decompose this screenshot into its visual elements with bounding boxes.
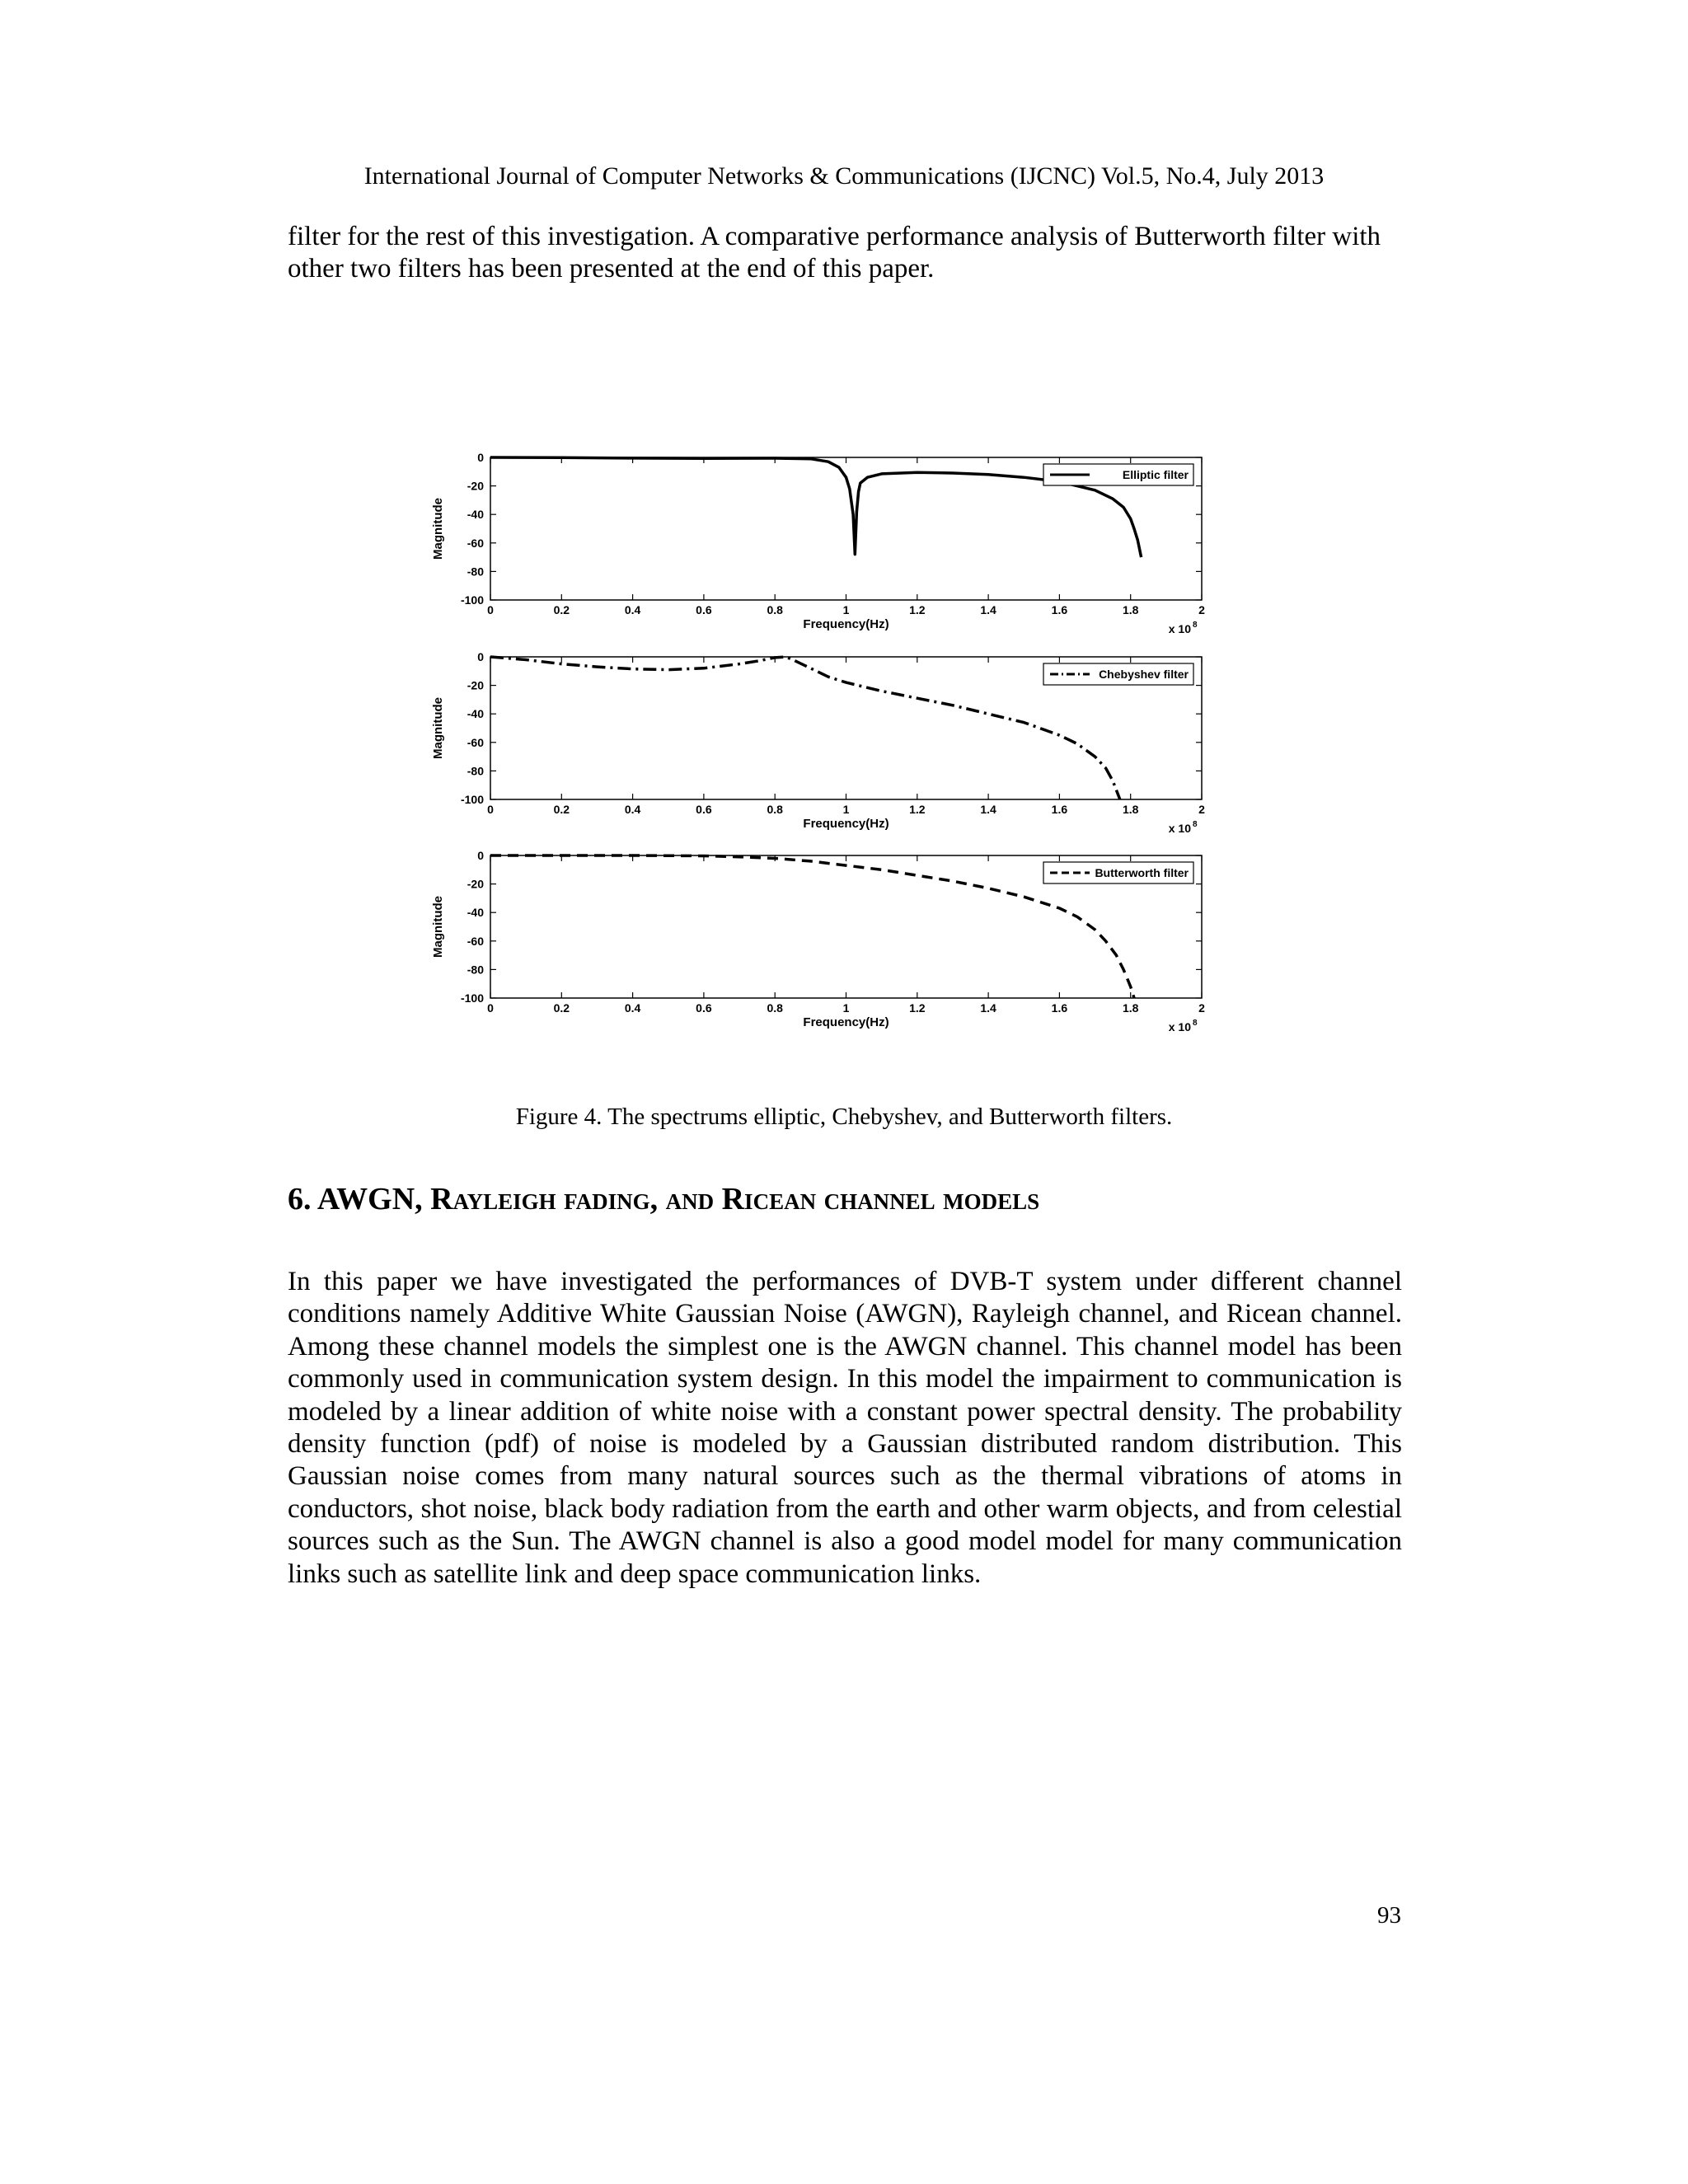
intro-paragraph: filter for the rest of this investigation. A comparative performance analysis of Butterworth filter with other two filters has been presented at the end of this paper.: [288, 222, 1381, 284]
chart-1-y-tick-label: -80: [467, 565, 484, 579]
chart-3-x-tick-label: 2: [1198, 1001, 1205, 1015]
chart-2-x-tick-label: 0: [487, 803, 494, 816]
chart-2-x-exponent: 8: [1193, 820, 1198, 829]
chart-2-y-tick-label: -60: [467, 735, 484, 749]
chart-1-x-tick-label: 0: [487, 603, 494, 616]
chart-1-x-tick-label: 0.2: [553, 603, 570, 616]
chart-1-x-tick-label: 1.2: [909, 603, 926, 616]
chart-2-x-tick-label: 1.6: [1051, 803, 1068, 816]
chart-3-y-tick-label: -60: [467, 934, 484, 948]
chart-3-x-tick-label: 1.4: [980, 1001, 996, 1015]
chart-1-x-exponent-label: x 10: [1168, 622, 1191, 635]
chart-3-y-tick-label: -100: [460, 991, 484, 1005]
chart-3-x-tick-label: 0.2: [553, 1001, 570, 1015]
section-number: 6.: [288, 1182, 312, 1216]
section-title-part-2: Rayleigh fading, and Ricean channel models: [430, 1182, 1040, 1216]
chart-1-y-tick-label: -40: [467, 508, 484, 522]
chart-1-x-tick-label: 2: [1198, 603, 1205, 616]
chart-3-x-exponent-label: x 10: [1168, 1020, 1191, 1033]
chart-1-x-tick-label: 0.8: [767, 603, 783, 616]
chart-3-x-tick-label: 1: [842, 1001, 850, 1015]
chart-2-y-tick-label: -40: [467, 707, 484, 721]
chart-2-x-axis-label: Frequency(Hz): [803, 817, 889, 831]
chart-3-x-tick-label: 0: [487, 1001, 494, 1015]
chart-3-y-tick-label: -80: [467, 963, 484, 977]
chart-2-x-tick-label: 1.2: [909, 803, 926, 816]
figure-caption: Figure 4. The spectrums elliptic, Chebyshev, and Butterworth filters.: [515, 1104, 1173, 1130]
chart-1-x-tick-label: 0.4: [624, 603, 641, 616]
chart-2-x-exponent-label: x 10: [1168, 822, 1191, 835]
chart-3-x-tick-label: 1.8: [1122, 1001, 1139, 1015]
chart-1-y-tick-label: -60: [467, 536, 484, 550]
chart-3-y-tick-label: 0: [477, 849, 484, 862]
figure-4: [412, 445, 1236, 1055]
chart-2-x-tick-label: 0.2: [553, 803, 570, 816]
chart-1-y-axis-label: Magnitude: [431, 498, 445, 560]
chart-2-x-tick-label: 1: [842, 803, 850, 816]
chart-2-series-line: [490, 657, 1120, 799]
chart-3-x-tick-label: 1.6: [1051, 1001, 1068, 1015]
chart-2-y-axis-label: Magnitude: [431, 697, 445, 759]
chart-2-x-tick-label: 1.4: [980, 803, 996, 816]
chart-2-x-tick-label: 2: [1198, 803, 1205, 816]
chart-1-y-tick-label: 0: [477, 451, 484, 464]
chart-2-y-tick-label: -20: [467, 678, 484, 692]
chart-1-x-tick-label: 1.6: [1051, 603, 1068, 616]
chart-3-series-line: [490, 855, 1134, 998]
chart-2-x-tick-label: 0.8: [767, 803, 783, 816]
chart-3-y-axis-label: Magnitude: [431, 896, 445, 958]
page-number: 93: [1377, 1902, 1401, 1929]
chart-2-y-tick-label: 0: [477, 650, 484, 663]
chart-2-y-tick-label: -80: [467, 764, 484, 778]
chart-2-x-tick-label: 0.6: [696, 803, 712, 816]
chart-3-legend-label: Butterworth filter: [1095, 866, 1189, 879]
chart-3-x-axis-label: Frequency(Hz): [803, 1015, 889, 1029]
chart-3-x-tick-label: 0.8: [767, 1001, 783, 1015]
chart-1-x-tick-label: 0.6: [696, 603, 712, 616]
filter-spectrum-plots: [412, 445, 1236, 1055]
section-heading: [288, 1180, 1402, 1218]
chart-3-y-tick-label: -40: [467, 906, 484, 920]
chart-1-x-tick-label: 1.4: [980, 603, 996, 616]
chart-3-x-tick-label: 0.4: [624, 1001, 641, 1015]
chart-2-legend-label: Chebyshev filter: [1099, 668, 1189, 681]
chart-1-x-tick-label: 1: [842, 603, 850, 616]
chart-3-x-tick-label: 0.6: [696, 1001, 712, 1015]
chart-3-x-tick-label: 1.2: [909, 1001, 926, 1015]
chart-1-x-tick-label: 1.8: [1122, 603, 1139, 616]
journal-header: International Journal of Computer Networks & Communications (IJCNC) Vol.5, No.4, July 2013: [363, 162, 1325, 190]
chart-2-x-tick-label: 0.4: [624, 803, 641, 816]
section-title-part-1: AWGN,: [311, 1182, 431, 1216]
chart-1-y-tick-label: -100: [460, 593, 484, 607]
chart-1-x-axis-label: Frequency(Hz): [803, 617, 889, 631]
chart-3-x-exponent: 8: [1193, 1019, 1198, 1028]
chart-1-x-exponent: 8: [1193, 621, 1198, 630]
body-paragraph: In this paper we have investigated the performances of DVB-T system under different channel conditions namely Additive White Gaussian Noise (AWGN), Rayleigh channel, and Ricean channel. Among these channel models the simplest one is the AWGN channel. This channel model has been commonly used in communication system design. In this model the impairment to communication is modeled by a linear addition of white noise with a constant power spectral density. The probability density function (pdf) of noise is modeled by a Gaussian distributed random distribution. This Gaussian noise comes from many natural sources such as the thermal vibrations of atoms in conductors, shot noise, black body radiation from the earth and other warm objects, and from celestial sources such as the Sun. The AWGN channel is also a good model model for many communication links such as satellite link and deep space communication links.: [288, 1267, 1402, 1589]
chart-2-y-tick-label: -100: [460, 793, 484, 806]
chart-1-y-tick-label: -20: [467, 479, 484, 493]
chart-2-x-tick-label: 1.8: [1122, 803, 1139, 816]
chart-1-legend-label: Elliptic filter: [1122, 468, 1189, 481]
chart-3-y-tick-label: -20: [467, 877, 484, 891]
